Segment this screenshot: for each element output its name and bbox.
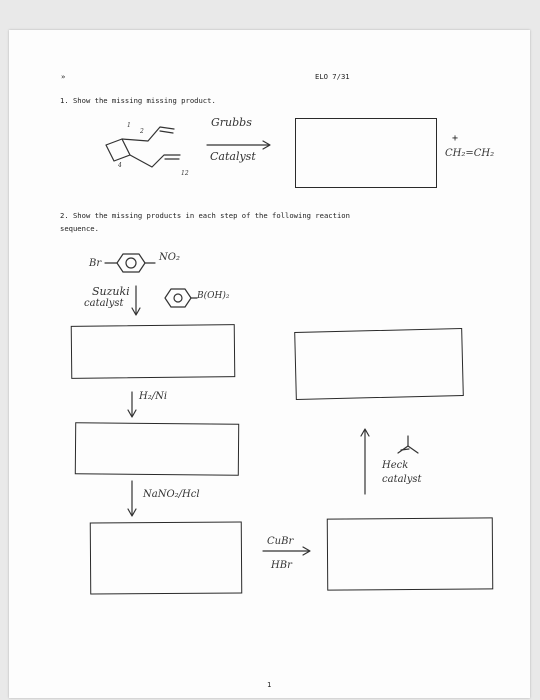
q1-product-box[interactable] — [295, 118, 437, 188]
q1-reagent-top: Grubbs — [211, 116, 252, 129]
boronic-acid-label: B(OH)₂ — [197, 291, 230, 301]
question-2-prompt-line1: 2. Show the missing products in each step of the following reaction — [60, 211, 350, 220]
step2-arrow — [127, 390, 137, 420]
suzuki-label: Suzuki — [92, 285, 130, 298]
step4-product-box[interactable] — [327, 517, 493, 590]
suzuki-arrow — [131, 284, 141, 320]
worksheet-page — [9, 30, 530, 698]
atom-label-1: 1 — [127, 122, 131, 129]
heck-arrow — [360, 426, 370, 496]
heck-product-box[interactable] — [294, 328, 464, 400]
heck-alkene-structure — [395, 434, 421, 456]
q1-reagent-bottom: Catalyst — [210, 150, 256, 163]
header-mark: » — [61, 72, 66, 81]
atom-label-2: 2 — [140, 128, 144, 135]
step3-reagent: NaNO₂/Hcl — [143, 489, 200, 500]
step3-product-box[interactable] — [90, 521, 242, 594]
step2-product-box[interactable] — [75, 422, 239, 475]
question-1-prompt: 1. Show the missing missing product. — [60, 96, 216, 105]
step4-arrow — [261, 546, 315, 556]
atom-label-12: 12 — [181, 170, 189, 177]
question-2-prompt-line2: sequence. — [60, 224, 99, 233]
q1-coproduct: CH₂=CH₂ — [445, 148, 495, 159]
heck-catalyst-label: catalyst — [382, 474, 422, 485]
start-bromo-label: Br — [89, 258, 102, 269]
suzuki-catalyst-label: catalyst — [84, 298, 124, 309]
step4-reagent-top: CuBr — [267, 536, 294, 547]
step1-product-box[interactable] — [71, 324, 236, 379]
atom-label-4: 4 — [118, 162, 122, 169]
step3-arrow — [127, 479, 137, 519]
q1-plus-sign: + — [452, 133, 459, 144]
start-nitro-label: NO₂ — [159, 252, 180, 263]
step4-reagent-bottom: HBr — [271, 560, 292, 571]
page-number: 1 — [267, 680, 272, 689]
header-code: ELO 7/31 — [315, 72, 350, 81]
q1-reaction-arrow — [205, 140, 275, 150]
heck-label: Heck — [382, 460, 409, 471]
phenylboronic-ring — [161, 286, 197, 310]
step2-reagent: H₂/Ni — [139, 391, 168, 402]
